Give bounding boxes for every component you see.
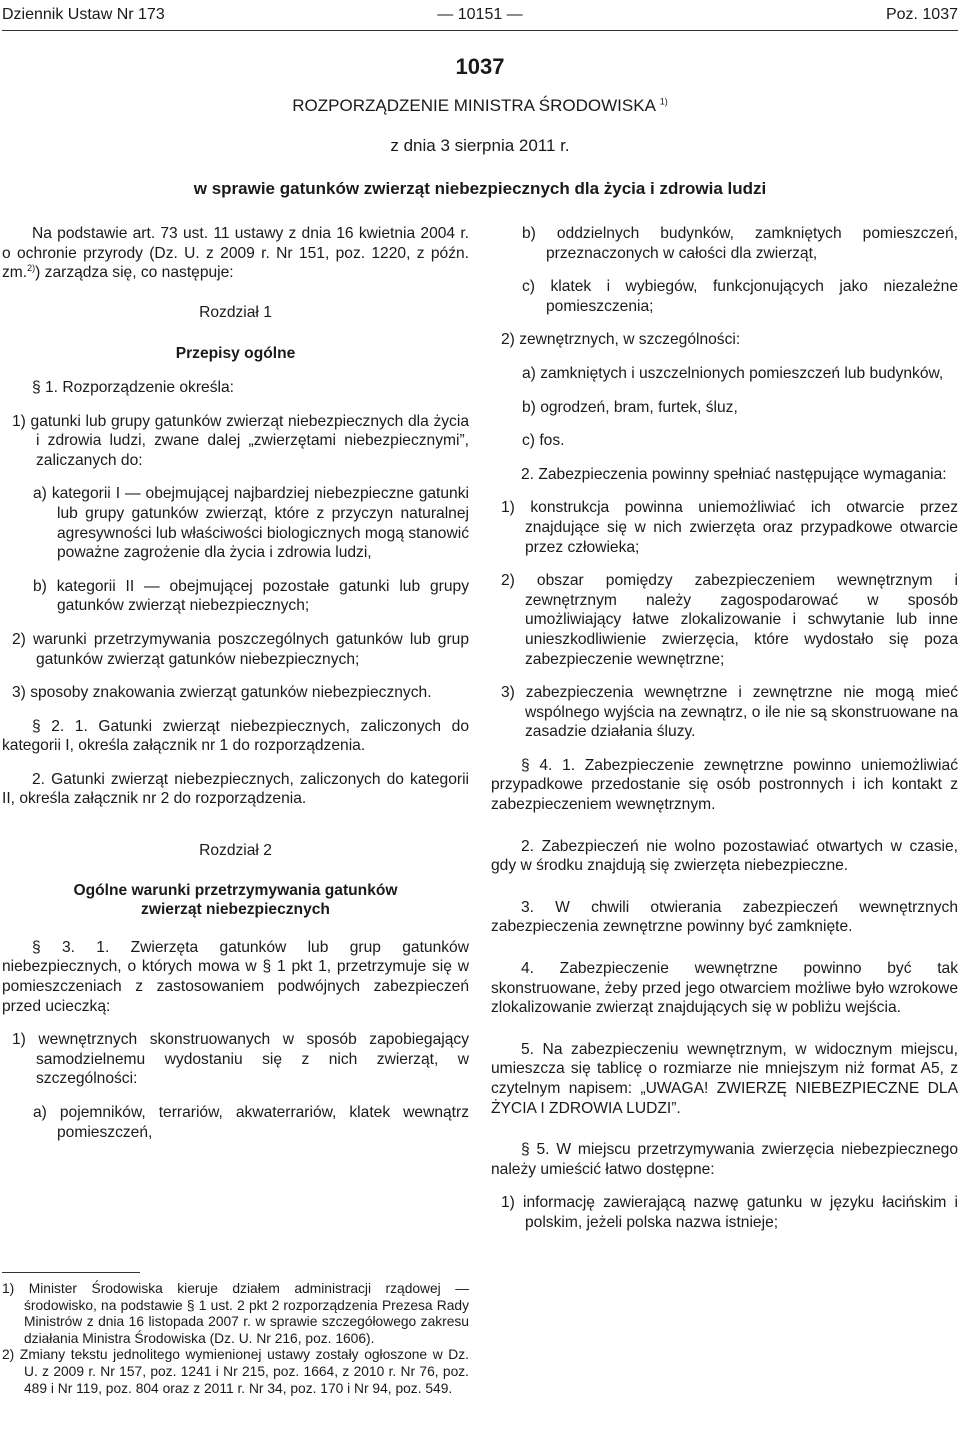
page-header <box>2 6 958 28</box>
section-3-par-2: 2. Zabezpieczenia powinny spełniać następujące wymagania: <box>521 465 947 483</box>
act-subject: w sprawie gatunków zwierząt niebezpiecznych dla życia i zdrowia ludzi <box>193 179 767 198</box>
footnote-1: 1) Minister Środowiska kieruje działem administracji rządowej — środowisko, na podstawie § 1 ust. 2 pkt 2 rozporządzenia Prezesa Rady Ministrów z dnia 16 listopada 2007 r. w sprawie szczegółowego zakresu działania Ministra Środowiska (Dz. U. Nr 216, poz. 1606). <box>2 1281 469 1346</box>
position-number: Poz. 1037 <box>885 6 958 23</box>
act-heading <box>0 96 960 116</box>
section-1-item-1b: b) kategorii II — obejmującej pozostałe gatunki lub grupy gatunków zwierząt niebezpiecznych; <box>33 577 469 615</box>
section-1-item-1: 1) gatunki lub grupy gatunków zwierząt niebezpiecznych dla życia i zdrowia ludzi, zwane dalej „zwierzętami niebezpiecznymi”, zaliczanych do: <box>12 412 469 469</box>
preamble-footnote-ref: 2) <box>27 263 36 273</box>
section-3-item-2: 2) zewnętrznych, w szczególności: <box>501 331 741 349</box>
chapter-1: Rozdział 1 <box>199 303 272 321</box>
requirement-3: 3) zabezpieczenia wewnętrzne i zewnętrzne nie mogą mieć wspólnego wyjścia na zewnątrz, o ile nie są skonstruowane na zasadzie działania śluzy. <box>501 684 958 741</box>
section-2-par-2: 2. Gatunki zwierząt niebezpiecznych, zaliczonych do kategorii II, określa załącznik nr 2 do rozporządzenia. <box>2 770 469 808</box>
chapter-2-title: Ogólne warunki przetrzymywania gatunków zwierząt niebezpiecznych <box>73 881 398 919</box>
section-3-par-1: § 3. 1. Zwierzęta gatunków lub grup gatunków niebezpiecznych, o których mowa w § 1 pkt 1, przetrzymuje się w pomieszczeniach z zastosowaniem podwójnych zabezpieczeń przed ucieczką: <box>2 938 469 1015</box>
section-4-par-3: 3. W chwili otwierania zabezpieczeń wewnętrznych zabezpieczenia zewnętrzne powinny być zamknięte. <box>491 898 958 936</box>
left-column <box>2 224 469 1142</box>
footnotes <box>2 1281 469 1397</box>
section-1-item-3: 3) sposoby znakowania zwierząt gatunków niebezpiecznych. <box>12 684 432 702</box>
page-number: — 10151 — <box>437 6 523 23</box>
section-4-par-2: 2. Zabezpieczeń nie wolno pozostawiać otwartych w czasie, gdy w środku znajdują się zwierzęta niebezpieczne. <box>491 837 958 875</box>
section-3-item-1a: a) pojemników, terrariów, akwaterrariów, klatek wewnątrz pomieszczeń, <box>33 1104 469 1141</box>
preamble-b: ) zarządza się, co następuje: <box>35 264 234 282</box>
preamble <box>2 224 469 283</box>
journal-title: Dziennik Ustaw Nr 173 <box>2 6 165 23</box>
section-3-item-2a: a) zamkniętych i uszczelnionych pomieszczeń lub budynków, <box>522 364 944 382</box>
section-1: § 1. Rozporządzenie określa: <box>32 378 234 396</box>
chapter-2: Rozdział 2 <box>199 842 272 860</box>
section-3-item-2b: b) ogrodzeń, bram, furtek, śluz, <box>522 398 738 416</box>
footnote-2: 2) Zmiany tekstu jednolitego wymienionej ustawy zostały ogłoszone w Dz. U. z 2009 r. Nr 157, poz. 1241 i Nr 215, poz. 1664, z 2010 r. Nr 76, poz. 489 i Nr 119, poz. 804 oraz z 2011 r. Nr 34, poz. 170 i Nr 94, poz. 549. <box>2 1347 469 1396</box>
section-5-item-1: 1) informację zawierającą nazwę gatunku w języku łacińskim i polskim, jeżeli polska nazwa istnieje; <box>501 1194 958 1231</box>
preamble-a: Na podstawie art. 73 ust. 11 ustawy z dnia 16 kwietnia 2004 r. o ochronie przyrody (Dz. U. z 2009 r. Nr 151, poz. 1220, z późn. zm. <box>2 225 469 282</box>
section-2-par-1: § 2. 1. Gatunki zwierząt niebezpiecznych, zaliczonych do kategorii I, określa załącznik nr 1 do rozporządzenia. <box>2 717 469 755</box>
requirement-2: 2) obszar pomiędzy zabezpieczeniem wewnętrznym i zewnętrznym należy zagospodarować w sposób umożliwiający łatwe zlokalizowanie i schwytanie lub inne unieszkodliwienie zwierzęcia, które wydostało się poza zabezpieczenie wewnętrzne; <box>501 572 958 668</box>
section-5: § 5. W miejscu przetrzymywania zwierzęcia niebezpiecznego należy umieścić łatwo dostępne: <box>491 1141 958 1178</box>
requirement-1: 1) konstrukcja powinna uniemożliwiać ich otwarcie przez znajdujące się w nich zwierzęta oraz przypadkowe otwarcie przez człowieka; <box>501 499 958 556</box>
act-number: 1037 <box>455 54 505 79</box>
header-rule <box>2 30 958 31</box>
footnote-rule <box>2 1272 140 1273</box>
heading-footnote-ref: 1) <box>659 96 668 107</box>
section-3-item-1b: b) oddzielnych budynków, zamkniętych pomieszczeń, przeznaczonych w całości dla zwierząt, <box>522 225 958 262</box>
act-date: z dnia 3 sierpnia 2011 r. <box>390 136 570 155</box>
section-4-par-1: § 4. 1. Zabezpieczenie zewnętrzne powinno uniemożliwiać przypadkowe przedostanie się osób postronnych i ich kontakt z zabezpieczeniem wewnętrznym. <box>491 756 958 814</box>
section-1-item-1a: a) kategorii I — obejmującej najbardziej niebezpieczne gatunki lub grupy gatunków zwierząt, które z przyczyn naturalnej agresywności lub właściwości biologicznych mogą stanowić poważne zagrożenie dla życia i zdrowia ludzi, <box>33 485 469 562</box>
section-3-item-2c: c) fos. <box>522 432 565 450</box>
section-3-item-1c: c) klatek i wybiegów, funkcjonujących jako niezależne pomieszczenia; <box>522 278 958 315</box>
section-4-par-5: 5. Na zabezpieczeniu wewnętrznym, w widocznym miejscu, umieszcza się tablicę o rozmiarze nie mniejszym niż format A5, z czytelnym napisem: „UWAGA! ZWIERZĘ NIEBEZPIECZNE DLA ŻYCIA I ZDROWIA LUDZI”. <box>491 1040 958 1117</box>
chapter-1-title: Przepisy ogólne <box>175 345 296 363</box>
section-3-item-1: 1) wewnętrznych skonstruowanych w sposób zapobiegający samodzielnemu wydostaniu się z nich zwierząt, w szczególności: <box>12 1031 469 1088</box>
section-4-par-4: 4. Zabezpieczenie wewnętrzne powinno być tak skonstruowane, żeby przed jego otwarciem możliwe było wzrokowe zlokalizowanie zwierząt znajdujących się w pobliżu wejścia. <box>491 960 958 1017</box>
section-1-item-2: 2) warunki przetrzymywania poszczególnych gatunków lub grup gatunków zwierząt gatunków niebezpiecznych; <box>12 630 469 668</box>
act-heading-text: ROZPORZĄDZENIE MINISTRA ŚRODOWISKA <box>292 96 655 115</box>
right-column <box>491 224 958 1233</box>
